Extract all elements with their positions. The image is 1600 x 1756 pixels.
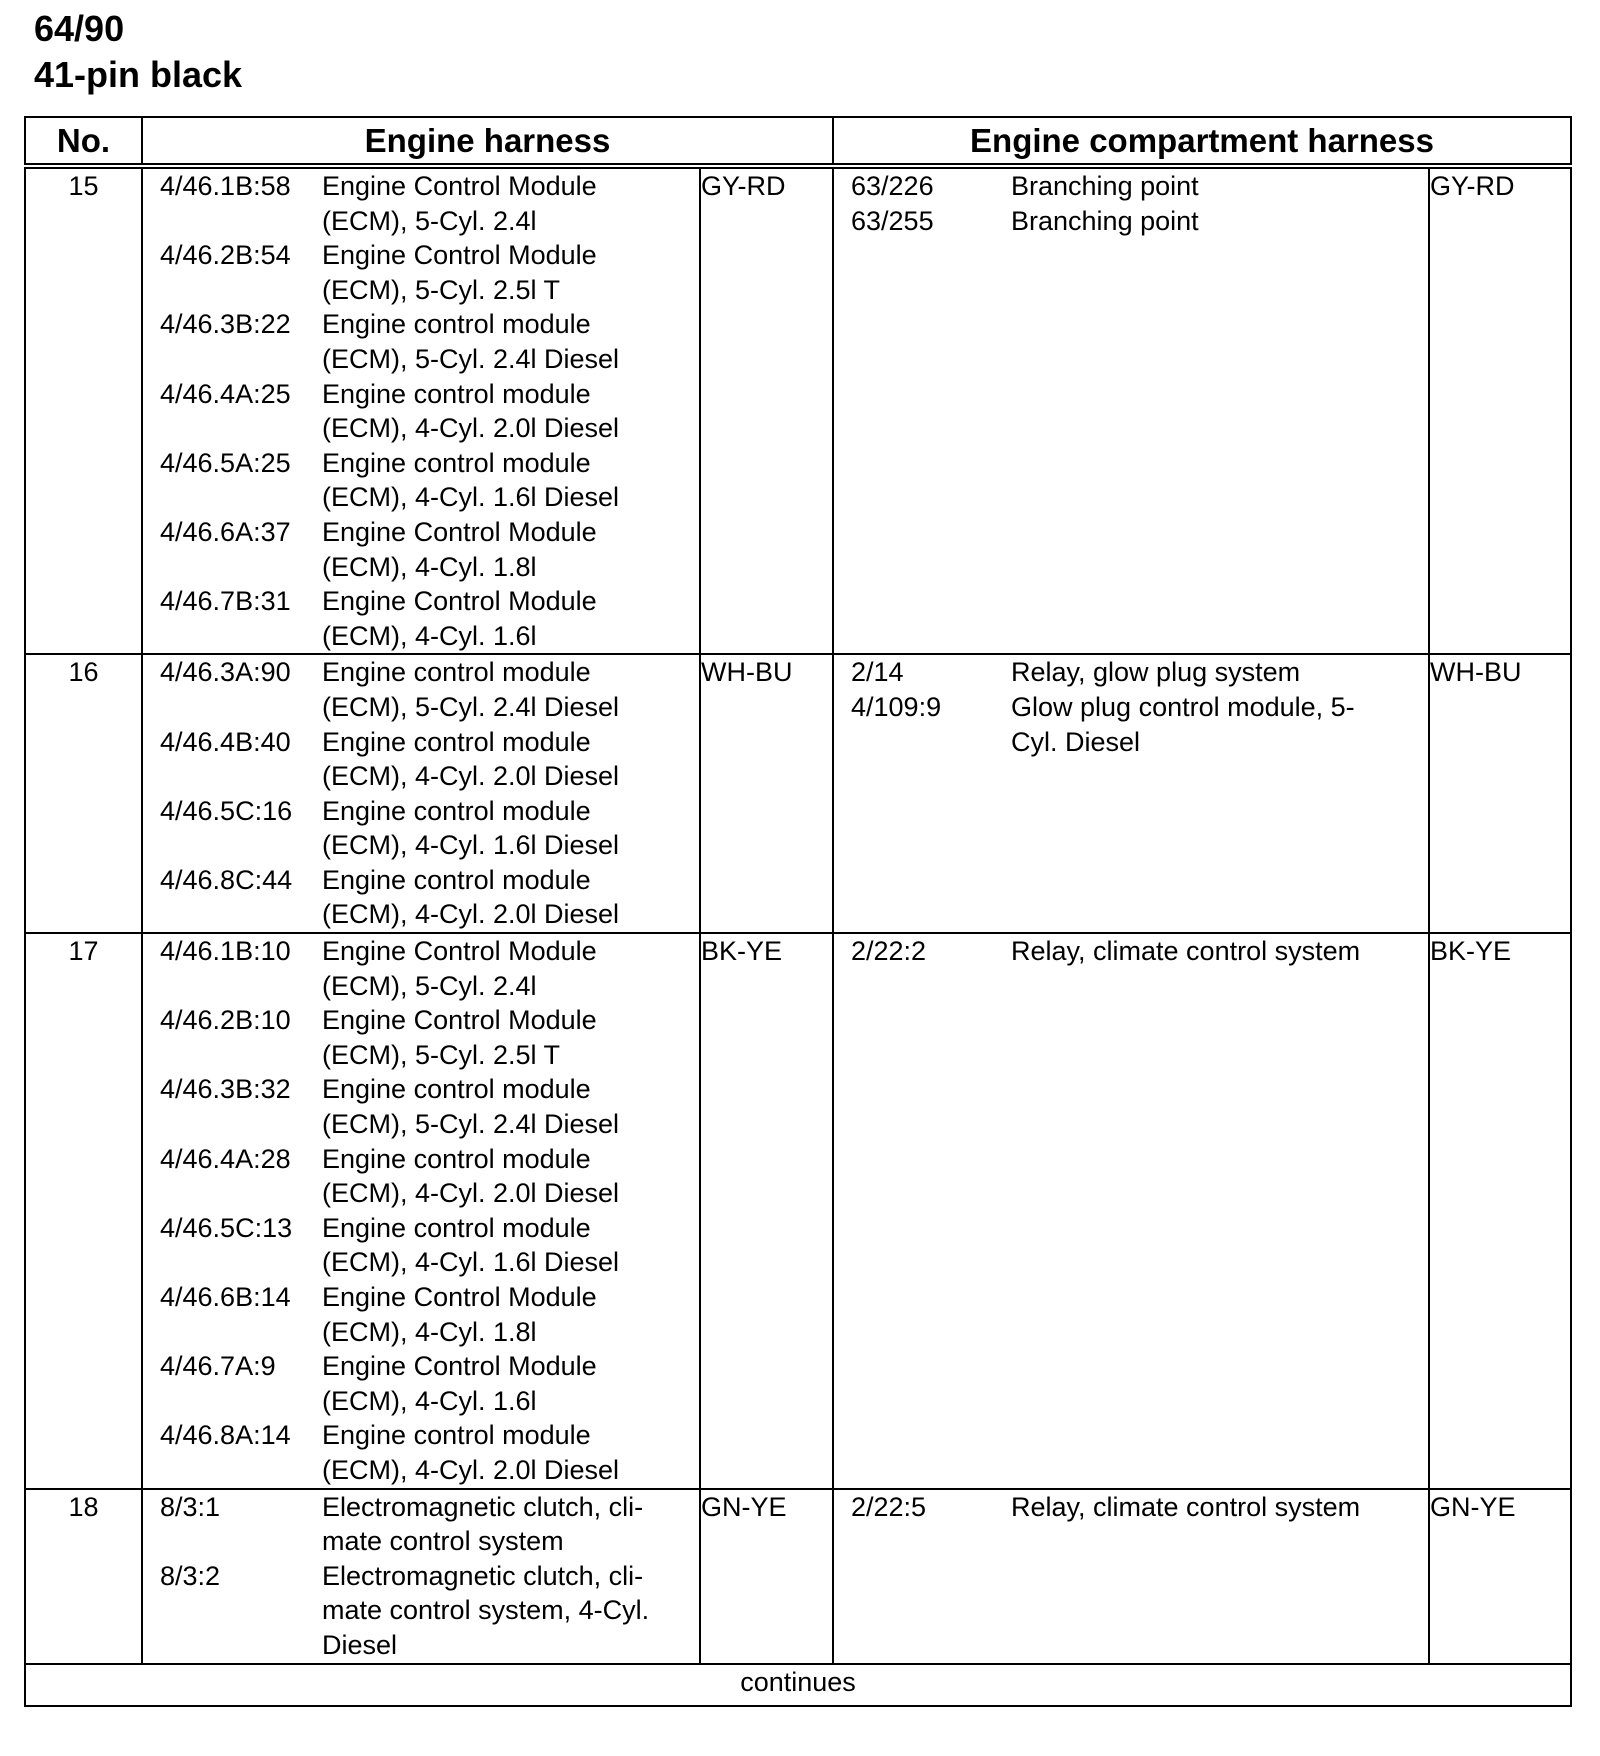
- description-line: (ECM), 5-Cyl. 2.5l T: [322, 1039, 561, 1070]
- engine-harness-cell: [142, 933, 700, 1489]
- description-line: (ECM), 5-Cyl. 2.5l T: [322, 274, 561, 305]
- component-description: [322, 863, 702, 932]
- description-line: (ECM), 4-Cyl. 1.6l Diesel: [322, 482, 620, 513]
- description-line: (ECM), 4-Cyl. 2.0l Diesel: [322, 1454, 620, 1485]
- description-line: (ECM), 4-Cyl. 1.8l: [322, 551, 537, 582]
- engine-harness-entry: [143, 1349, 699, 1418]
- description-line: mate control system: [322, 1526, 564, 1557]
- description-line: Engine Control Module: [322, 1005, 597, 1036]
- description-line: (ECM), 5-Cyl. 2.4l Diesel: [322, 1109, 620, 1140]
- component-code: 4/46.8A:14: [160, 1420, 291, 1451]
- engine-wire-color: GN-YE: [700, 1489, 833, 1664]
- engine-wire-color: BK-YE: [700, 933, 833, 1489]
- description-line: Engine control module: [322, 309, 591, 340]
- compartment-harness-cell: [833, 1489, 1429, 1664]
- component-description: [322, 725, 702, 794]
- description-line: Engine control module: [322, 378, 591, 409]
- component-description: [322, 934, 702, 1003]
- component-description: [322, 584, 702, 653]
- description-line: (ECM), 4-Cyl. 1.6l: [322, 620, 537, 651]
- component-description: [322, 377, 702, 446]
- engine-harness-entry: [143, 307, 699, 376]
- compartment-harness-entry: [834, 655, 1428, 690]
- component-code: 4/46.4B:40: [160, 726, 291, 757]
- engine-harness-entry: [143, 1559, 699, 1663]
- description-line: (ECM), 5-Cyl. 2.4l Diesel: [322, 691, 620, 722]
- description-line: Cyl. Diesel: [1011, 726, 1141, 757]
- table-footer-row: [25, 1664, 1571, 1706]
- component-description: [322, 794, 702, 863]
- component-description: [1011, 655, 1431, 690]
- description-line: Relay, glow plug system: [1011, 657, 1301, 688]
- component-description: [322, 1003, 702, 1072]
- component-code: 4/46.5C:16: [160, 795, 293, 826]
- description-line: Engine control module: [322, 1212, 591, 1243]
- table-row: [25, 654, 1571, 933]
- compartment-harness-cell: [833, 166, 1429, 654]
- header-no: No.: [25, 117, 142, 166]
- component-description: [322, 1142, 702, 1211]
- component-description: [1011, 690, 1431, 759]
- engine-harness-entry: [143, 584, 699, 653]
- description-line: Engine Control Module: [322, 586, 597, 617]
- description-line: Engine Control Module: [322, 516, 597, 547]
- compartment-wire-color: GY-RD: [1429, 166, 1571, 654]
- engine-harness-entry: [143, 1280, 699, 1349]
- engine-harness-cell: [142, 654, 700, 933]
- description-line: (ECM), 5-Cyl. 2.4l: [322, 970, 537, 1001]
- engine-harness-cell: [142, 1489, 700, 1664]
- engine-harness-entry: [143, 1072, 699, 1141]
- description-line: Engine Control Module: [322, 1282, 597, 1312]
- engine-harness-entry: [143, 515, 699, 584]
- description-line: (ECM), 5-Cyl. 2.4l Diesel: [322, 343, 620, 374]
- component-code: 4/46.7A:9: [160, 1351, 276, 1382]
- pin-number: 15: [25, 166, 142, 654]
- description-line: Engine Control Module: [322, 936, 597, 967]
- component-description: [1011, 169, 1431, 204]
- component-code: 63/226: [851, 171, 934, 201]
- description-line: Engine control module: [322, 447, 591, 478]
- component-description: [1011, 204, 1431, 239]
- engine-harness-entry: [143, 446, 699, 515]
- description-line: (ECM), 5-Cyl. 2.4l: [322, 205, 537, 236]
- engine-harness-entry: [143, 655, 699, 724]
- component-description: [322, 515, 702, 584]
- component-code: 4/46.2B:54: [160, 240, 291, 271]
- component-description: [322, 238, 702, 307]
- engine-harness-entry: [143, 934, 699, 1003]
- description-line: (ECM), 4-Cyl. 1.6l Diesel: [322, 830, 620, 861]
- component-code: 4/46.6A:37: [160, 516, 291, 547]
- table-header-row: [25, 117, 1571, 166]
- engine-harness-entry: [143, 1211, 699, 1280]
- engine-harness-entry: [143, 169, 699, 238]
- component-code: 63/255: [851, 205, 934, 236]
- component-code: 4/46.6B:14: [160, 1282, 291, 1312]
- description-line: Engine Control Module: [322, 171, 597, 201]
- compartment-harness-entry: [834, 934, 1428, 969]
- component-code: 4/46.2B:10: [160, 1005, 291, 1036]
- description-line: Glow plug control module, 5-: [1011, 691, 1355, 722]
- description-line: (ECM), 4-Cyl. 1.8l: [322, 1316, 537, 1347]
- description-line: Relay, climate control system: [1011, 1491, 1361, 1522]
- component-code: 4/46.7B:31: [160, 586, 291, 617]
- component-description: [322, 446, 702, 515]
- continues-note: continues: [25, 1664, 1571, 1706]
- header-engine-harness: Engine harness: [142, 117, 833, 166]
- engine-harness-entry: [143, 1418, 699, 1487]
- description-line: Engine control module: [322, 1420, 591, 1451]
- component-code: 4/46.3B:32: [160, 1074, 291, 1105]
- compartment-wire-color: BK-YE: [1429, 933, 1571, 1489]
- engine-harness-entry: [143, 863, 699, 932]
- component-description: [322, 169, 702, 238]
- description-line: Engine control module: [322, 657, 591, 688]
- page-heading: [34, 6, 242, 98]
- component-description: [322, 1559, 702, 1663]
- component-code: 4/46.5A:25: [160, 447, 291, 478]
- pin-number: 18: [25, 1489, 142, 1664]
- header-engine-compartment-harness: Engine compartment harness: [833, 117, 1571, 166]
- component-code: 4/46.4A:28: [160, 1143, 291, 1174]
- engine-harness-entry: [143, 794, 699, 863]
- component-description: [322, 1349, 702, 1418]
- component-code: 2/14: [851, 657, 904, 688]
- description-line: Engine control module: [322, 795, 591, 826]
- table-body: [25, 166, 1571, 1664]
- description-line: (ECM), 4-Cyl. 2.0l Diesel: [322, 413, 620, 444]
- component-description: [322, 1072, 702, 1141]
- description-line: (ECM), 4-Cyl. 2.0l Diesel: [322, 899, 620, 930]
- table-row: [25, 1489, 1571, 1664]
- component-code: 4/46.1B:10: [160, 936, 291, 967]
- component-description: [322, 1211, 702, 1280]
- engine-harness-entry: [143, 238, 699, 307]
- component-code: 4/46.3A:90: [160, 657, 291, 688]
- description-line: Engine control module: [322, 726, 591, 757]
- component-code: 2/22:2: [851, 936, 927, 967]
- component-code: 4/109:9: [851, 691, 942, 722]
- table-row: [25, 166, 1571, 654]
- description-line: Engine Control Module: [322, 240, 597, 271]
- description-line: mate control system, 4-Cyl.: [322, 1595, 650, 1626]
- connector-description: 41-pin black: [34, 54, 243, 95]
- component-description: [322, 655, 702, 724]
- engine-wire-color: WH-BU: [700, 654, 833, 933]
- description-line: (ECM), 4-Cyl. 2.0l Diesel: [322, 1178, 620, 1209]
- compartment-wire-color: GN-YE: [1429, 1489, 1571, 1664]
- engine-wire-color: GY-RD: [700, 166, 833, 654]
- compartment-harness-entry: [834, 1490, 1428, 1525]
- component-code: 4/46.3B:22: [160, 309, 291, 340]
- engine-harness-entry: [143, 725, 699, 794]
- compartment-harness-cell: [833, 654, 1429, 933]
- component-code: 8/3:2: [160, 1560, 221, 1591]
- compartment-harness-entry: [834, 204, 1428, 239]
- engine-harness-entry: [143, 377, 699, 446]
- compartment-harness-entry: [834, 690, 1428, 759]
- component-description: [322, 1490, 702, 1559]
- engine-harness-entry: [143, 1003, 699, 1072]
- description-line: (ECM), 4-Cyl. 1.6l Diesel: [322, 1247, 620, 1278]
- description-line: Engine control module: [322, 864, 591, 895]
- description-line: Engine control module: [322, 1143, 591, 1174]
- engine-harness-entry: [143, 1142, 699, 1211]
- pin-number: 17: [25, 933, 142, 1489]
- component-code: 4/46.5C:13: [160, 1212, 293, 1243]
- description-line: Electromagnetic clutch, cli-: [322, 1560, 644, 1591]
- compartment-wire-color: WH-BU: [1429, 654, 1571, 933]
- engine-harness-entry: [143, 1490, 699, 1559]
- engine-harness-cell: [142, 166, 700, 654]
- component-code: 4/46.1B:58: [160, 171, 291, 201]
- component-code: 2/22:5: [851, 1491, 927, 1522]
- compartment-harness-entry: [834, 169, 1428, 204]
- description-line: Electromagnetic clutch, cli-: [322, 1491, 644, 1522]
- component-code: 8/3:1: [160, 1491, 221, 1522]
- connector-number: 64/90: [34, 8, 125, 49]
- description-line: Engine Control Module: [322, 1351, 597, 1382]
- description-line: (ECM), 4-Cyl. 1.6l: [322, 1385, 537, 1416]
- pin-number: 16: [25, 654, 142, 933]
- component-description: [1011, 934, 1431, 969]
- description-line: Branching point: [1011, 171, 1199, 201]
- component-code: 4/46.4A:25: [160, 378, 291, 409]
- component-description: [322, 307, 702, 376]
- description-line: Relay, climate control system: [1011, 936, 1361, 967]
- description-line: Branching point: [1011, 205, 1199, 236]
- component-description: [322, 1280, 702, 1349]
- description-line: Diesel: [322, 1629, 398, 1660]
- component-description: [322, 1418, 702, 1487]
- description-line: (ECM), 4-Cyl. 2.0l Diesel: [322, 761, 620, 792]
- compartment-harness-cell: [833, 933, 1429, 1489]
- table-row: [25, 933, 1571, 1489]
- harness-table: [24, 116, 1572, 1707]
- component-code: 4/46.8C:44: [160, 864, 293, 895]
- description-line: Engine control module: [322, 1074, 591, 1105]
- component-description: [1011, 1490, 1431, 1525]
